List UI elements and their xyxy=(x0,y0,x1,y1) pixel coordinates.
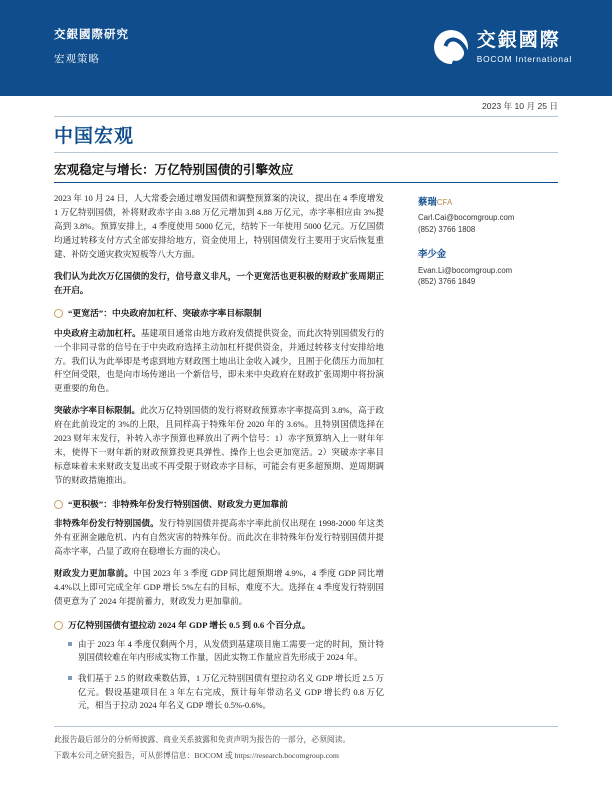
lead-paragraph-1: 2023 年 10 月 24 日，人大常委会通过增发国债和调整预算案的决议，提出在 4 季度增发 1 万亿特别国债，补将财政赤字由 3.88 万亿元增加到 4.88 万亿元，赤字率相应由 3%提高到 3.8%。预算安排上，4 季度使用 5000 亿元，结转下一年使用 5000 亿元。万亿国债均通过转移支付方式全部安排给地方，资金使用上，特别国债发行主要用于灾后恢复重建、补防交通灾救灾短板等八大方面。 xyxy=(54,193,384,259)
section-3-heading-text: 万亿特别国债有望拉动 2024 年 GDP 增长 0.5 到 0.6 个百分点。 xyxy=(68,619,311,630)
analyst-email[interactable]: Evan.Li@bocomgroup.com xyxy=(418,265,513,275)
section-1-paragraph-2 xyxy=(54,404,384,488)
analyst-phone: (852) 3766 1849 xyxy=(418,277,476,287)
analyst-entry xyxy=(418,248,558,287)
analyst-credential: CFA xyxy=(436,198,453,207)
section-2-p2-text: 中国 2023 年 3 季度 GDP 同比超预期增 4.9%，4 季度 GDP 同比增 4.4%以上即可完成全年 GDP 增长 5%左右的目标，难度不大。选择在 4 季度发行特别国债更意为了 2024 年提前蓄力，财政发力更加靠前。 xyxy=(54,567,384,606)
section-1-p1-lead: 中央政府主动加杠杆。 xyxy=(54,327,141,338)
divider-middle xyxy=(54,152,558,153)
header-brand-subtitle: 宏观策略 xyxy=(54,53,100,65)
analyst-name xyxy=(418,248,558,262)
square-bullet-icon xyxy=(68,642,72,646)
publication-date: 2023 年 10 月 25 日 xyxy=(482,101,558,111)
analyst-name-text: 蔡瑞 xyxy=(418,198,437,208)
analyst-email[interactable]: Carl.Cai@bocomgroup.com xyxy=(418,213,515,223)
company-logo xyxy=(434,30,572,64)
ring-bullet-icon xyxy=(54,309,63,318)
logo-swirl-icon xyxy=(434,30,468,64)
section-1-heading-text: “更宽活”：中央政府加杠杆、突破赤字率目标限制 xyxy=(68,308,262,319)
logo-name-en: BOCOM International xyxy=(476,53,572,64)
ring-bullet-icon xyxy=(54,500,63,509)
footer-research-link[interactable]: 下载本公司之研究报告，可从彭博信息：BOCOM 或 https://research.bocomgroup.com xyxy=(54,750,339,760)
section-3-bullet-1 xyxy=(68,638,384,665)
section-3-bullet-2-text: 我们基于 2.5 的财政乘数估算，1 万亿元特别国债有望拉动名义 GDP 增长近 2.5 万亿元。假设基建项目在 3 年左右完成，预计每年带动名义 GDP 增长约 0.8 万亿元，相当于拉动 2024 年名义 GDP 增长 0.5%-0.6%。 xyxy=(78,673,384,711)
ring-bullet-icon xyxy=(54,621,63,630)
divider-subtitle xyxy=(54,182,558,183)
section-1-p2-text: 此次万亿特别国债的发行将财政预算赤字率提高到 3.8%，高于政府在此前设定的 3%的上限，且同样高于特殊年份 2020 年的 3.6%。且特别国债选择在 2023 财年末发行，补转入赤字预算也释放出了两个信号：1）赤字预算纳入上一财年年末，使得下一财年新的财政预算投更具弹性、操作上也会更加宽活。2）突破赤字率目标意味着未来财政支复出或不再受限于财政赤字目标，可能会有更多超预期、逆周期调节的财政措施推出。 xyxy=(54,405,384,485)
page-footer xyxy=(54,733,558,764)
section-1-p2-lead: 突破赤字率目标限制。 xyxy=(54,405,141,416)
logo-name-cn: 交銀國際 xyxy=(476,29,561,51)
header-brand-block xyxy=(54,26,129,66)
section-3-bullet-2 xyxy=(68,672,384,713)
lead-paragraph-2: 我们认为此次万亿国债的发行，信号意义非凡，一个更宽活也更积极的财政扩张周期正在开启。 xyxy=(54,270,384,295)
section-2-heading xyxy=(54,497,384,511)
section-1-heading xyxy=(54,306,384,320)
section-3-bullet-1-text: 由于 2023 年 4 季度仅剩两个月，从发债到基建项目施工需要一定的时间，预计特别国债较难在年内形成实物工作量，因此实物工作量应首先形成于 2024 年。 xyxy=(78,638,384,663)
section-1-p1-text: 基建项目通常由地方政府发债提供资金，而此次特别国债发行的一个非同寻常的信号在于中央政府选择主动加杠杆提供资金，并通过转移支付安排给地方。我们认为此举即是考虑到地方财政图土地出让金收入减少，且囿于化债压力而加杠杆空间受限，也是向市场传递出一个新信号，即未来中央政府在财政扩张周期中将扮演更重要的角色。 xyxy=(54,327,384,394)
section-2 xyxy=(54,497,384,609)
page-title: 中国宏观 xyxy=(54,126,135,147)
section-2-paragraph-1 xyxy=(54,517,384,559)
analyst-phone: (852) 3766 1808 xyxy=(418,224,476,234)
header-brand-title: 交銀國際研究 xyxy=(54,29,129,41)
divider-top xyxy=(54,116,558,117)
page-header xyxy=(0,0,612,96)
section-2-p1-lead: 非特殊年份发行特别国债。 xyxy=(54,518,159,529)
square-bullet-icon xyxy=(68,676,72,680)
section-3-heading xyxy=(54,618,384,632)
section-2-heading-text: “更积极”：非特殊年份发行特别国债、财政发力更加靠前 xyxy=(68,498,288,509)
section-3 xyxy=(54,618,384,713)
analyst-name xyxy=(418,196,558,210)
analyst-entry xyxy=(418,196,558,235)
section-1 xyxy=(54,306,384,487)
article-body xyxy=(54,192,384,720)
report-subtitle: 宏观稳定与增长：万亿特别国债的引擎效应 xyxy=(54,163,294,177)
analyst-contacts xyxy=(418,196,558,301)
section-1-paragraph-1 xyxy=(54,327,384,397)
section-2-p1-text: 发行特别国债并提高赤字率此前仅出现在 1998-2000 年这类外有亚洲金融危机、内有自然灾害的特殊年份。而此次在非特殊年份发行特别国债并提高赤字率，凸显了政府在稳增长方面的决心。 xyxy=(54,518,384,556)
section-2-paragraph-2 xyxy=(54,567,384,609)
footer-disclaimer: 此报告最后部分的分析师披露、商业关系披露和免责声明为报告的一部分，必须阅读。 xyxy=(54,735,351,744)
divider-footer xyxy=(54,726,558,727)
section-2-p2-lead: 财政发力更加靠前。 xyxy=(54,567,134,578)
analyst-name-text: 李少金 xyxy=(418,250,447,261)
